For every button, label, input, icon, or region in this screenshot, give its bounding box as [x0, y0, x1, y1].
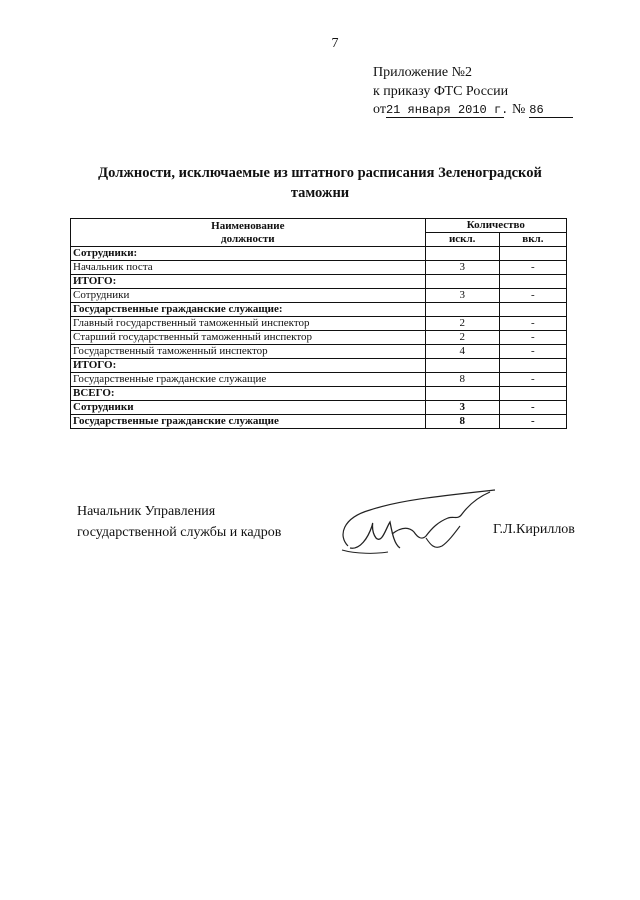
- table-row: [71, 317, 567, 331]
- included-count-cell: -: [499, 373, 566, 387]
- header-included: вкл.: [499, 233, 566, 247]
- position-name-cell: Главный государственный таможенный инспектор: [71, 317, 426, 331]
- header-quantity: Количество: [425, 219, 566, 233]
- document-title: [60, 163, 580, 203]
- included-count-cell: -: [499, 317, 566, 331]
- positions-table: [70, 218, 567, 429]
- excluded-count-cell: [425, 275, 499, 289]
- appendix-from-label: от: [373, 102, 386, 117]
- position-name-cell: ВСЕГО:: [71, 387, 426, 401]
- appendix-header: [373, 64, 573, 120]
- header-name-top: Наименование: [71, 219, 426, 233]
- table-row: [71, 373, 567, 387]
- included-count-cell: [499, 359, 566, 373]
- signature-position-line-1: Начальник Управления: [77, 504, 216, 519]
- appendix-line-3: [373, 101, 573, 120]
- excluded-count-cell: 2: [425, 317, 499, 331]
- included-count-cell: [499, 303, 566, 317]
- table-row: [71, 415, 567, 429]
- included-count-cell: [499, 275, 566, 289]
- included-count-cell: -: [499, 345, 566, 359]
- table-row: [71, 387, 567, 401]
- excluded-count-cell: [425, 247, 499, 261]
- excluded-count-cell: [425, 387, 499, 401]
- appendix-date: 21 января 2010 г.: [385, 103, 509, 117]
- appendix-number-label: №: [511, 102, 526, 117]
- appendix-number: 86: [529, 103, 573, 118]
- handwritten-signature: [330, 488, 500, 558]
- table-row: [71, 401, 567, 415]
- excluded-count-cell: 3: [425, 289, 499, 303]
- included-count-cell: -: [499, 415, 566, 429]
- position-name-cell: Государственный таможенный инспектор: [71, 345, 426, 359]
- position-name-cell: Сотрудники: [71, 401, 426, 415]
- included-count-cell: -: [499, 401, 566, 415]
- page-number: 7: [331, 36, 339, 51]
- included-count-cell: -: [499, 331, 566, 345]
- table-row: [71, 359, 567, 373]
- excluded-count-cell: 3: [425, 401, 499, 415]
- table-row: [71, 331, 567, 345]
- signer-name: Г.Л.Кириллов: [493, 522, 575, 537]
- position-name-cell: Государственные гражданские служащие: [71, 373, 426, 387]
- position-name-cell: ИТОГО:: [71, 275, 426, 289]
- position-name-cell: Государственные гражданские служащие:: [71, 303, 426, 317]
- table-row: [71, 303, 567, 317]
- excluded-count-cell: 3: [425, 261, 499, 275]
- table-body: [71, 247, 567, 429]
- header-name-bottom: должности: [71, 233, 426, 247]
- document-title-line-2: таможни: [290, 185, 350, 201]
- included-count-cell: [499, 387, 566, 401]
- signature-position-line-2: государственной службы и кадров: [77, 525, 282, 540]
- signature-position: [77, 501, 281, 543]
- document-title-line-1: Должности, исключаемые из штатного расписания Зеленоградской: [98, 165, 542, 181]
- table-row: [71, 345, 567, 359]
- excluded-count-cell: [425, 359, 499, 373]
- included-count-cell: -: [499, 289, 566, 303]
- position-name-cell: ИТОГО:: [71, 359, 426, 373]
- table-row: [71, 275, 567, 289]
- excluded-count-cell: 8: [425, 415, 499, 429]
- appendix-line-1: Приложение №2: [373, 65, 472, 80]
- position-name-cell: Государственные гражданские служащие: [71, 415, 426, 429]
- table-row: [71, 289, 567, 303]
- header-excluded: искл.: [425, 233, 499, 247]
- position-name-cell: Старший государственный таможенный инспектор: [71, 331, 426, 345]
- position-name-cell: Сотрудники:: [71, 247, 426, 261]
- table-row: [71, 247, 567, 261]
- table-row: [71, 261, 567, 275]
- excluded-count-cell: 4: [425, 345, 499, 359]
- excluded-count-cell: [425, 303, 499, 317]
- excluded-count-cell: 2: [425, 331, 499, 345]
- included-count-cell: -: [499, 261, 566, 275]
- included-count-cell: [499, 247, 566, 261]
- position-name-cell: Сотрудники: [71, 289, 426, 303]
- excluded-count-cell: 8: [425, 373, 499, 387]
- appendix-line-2: к приказу ФТС России: [373, 83, 509, 99]
- position-name-cell: Начальник поста: [71, 261, 426, 275]
